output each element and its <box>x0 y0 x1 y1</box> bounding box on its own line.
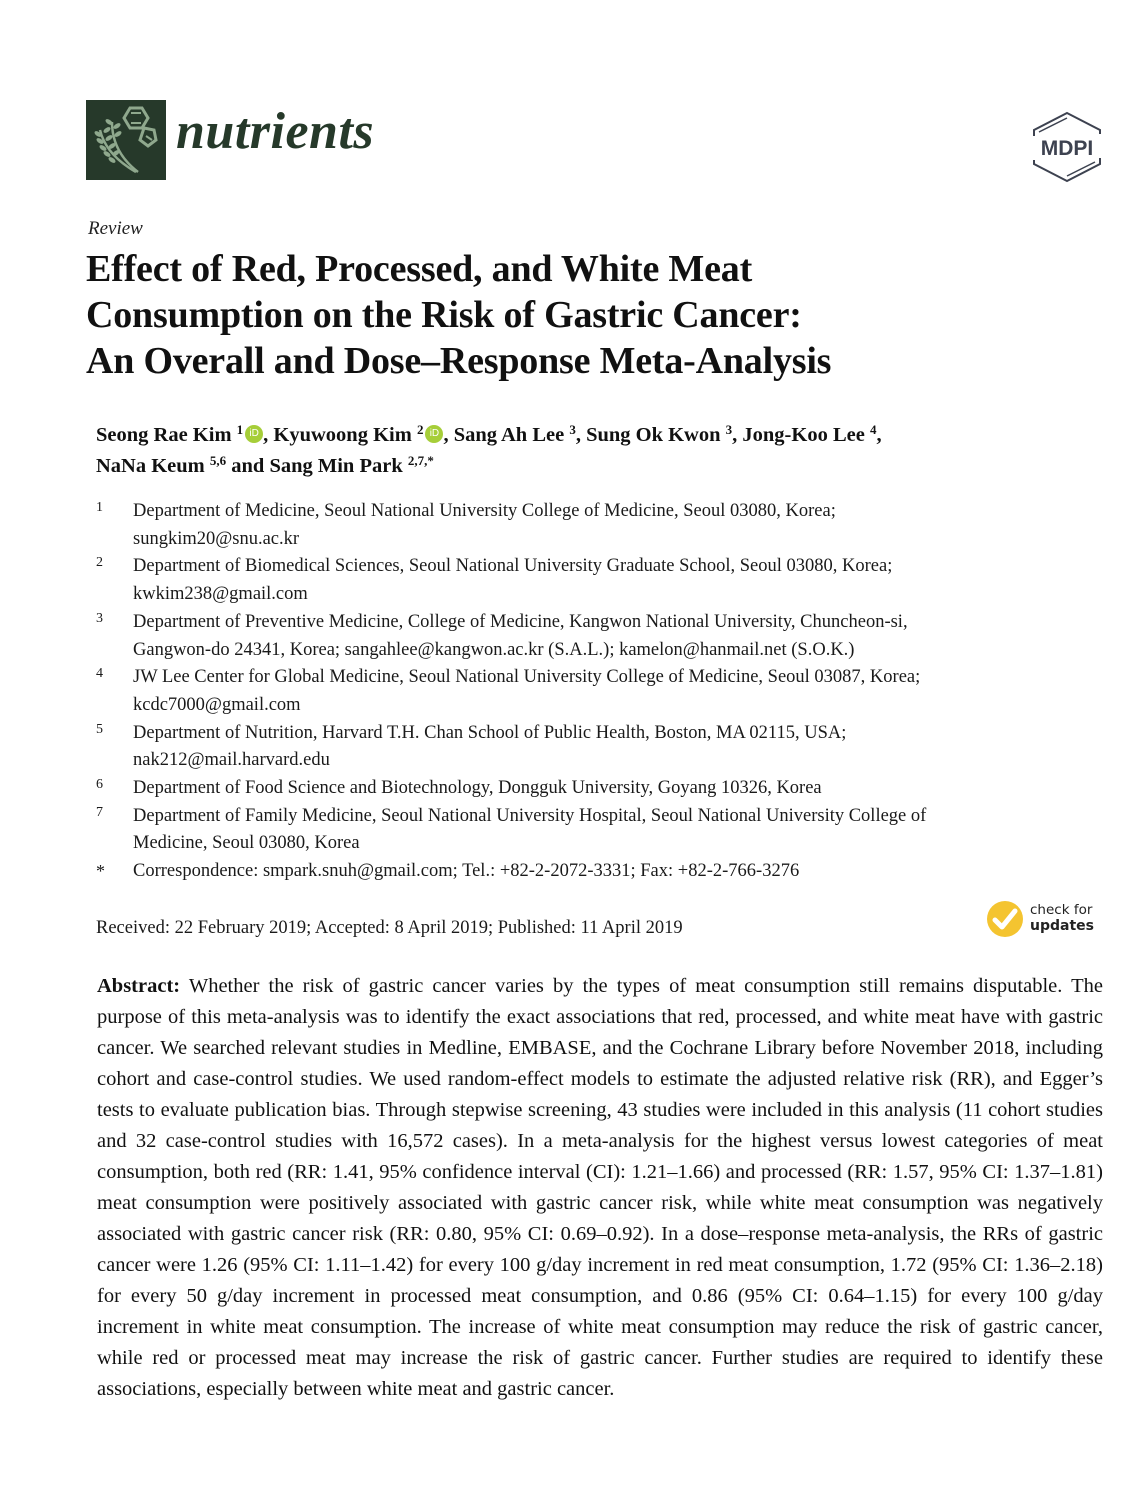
correspondence-marker: * <box>96 861 105 882</box>
affiliation-number: 4 <box>96 666 103 682</box>
orcid-icon[interactable]: iD <box>245 425 263 443</box>
affiliation-item <box>96 609 1116 664</box>
correspondence-item <box>96 858 1116 886</box>
author-name[interactable]: Seong Rae Kim <box>96 424 232 446</box>
author-separator: , <box>263 424 274 446</box>
author-name[interactable]: Kyuwoong Kim <box>273 424 412 446</box>
affiliation-email[interactable]: nak212@mail.harvard.edu <box>133 750 330 771</box>
affiliation-text: Department of Preventive Medicine, College of Medicine, Kangwon National University, Chuncheon-si, <box>133 611 908 632</box>
orcid-icon[interactable]: iD <box>425 425 443 443</box>
affiliation-text: Department of Nutrition, Harvard T.H. Chan School of Public Health, Boston, MA 02115, USA; <box>133 722 847 743</box>
publication-dates: Received: 22 February 2019; Accepted: 8 April 2019; Published: 11 April 2019 <box>96 918 683 938</box>
affiliation-number: 7 <box>96 804 103 820</box>
affiliation-text: Medicine, Seoul 03080, Korea <box>133 833 360 854</box>
journal-header <box>86 100 1106 184</box>
title-line: Effect of Red, Processed, and White Meat <box>86 248 753 290</box>
author-name[interactable]: Sung Ok Kwon <box>586 424 721 446</box>
mdpi-logo <box>1028 108 1106 186</box>
author-name[interactable]: Sang Ah Lee <box>453 424 565 446</box>
check-for-updates-button[interactable] <box>986 900 1116 940</box>
affiliation-text: Department of Medicine, Seoul National University College of Medicine, Seoul 03080, Korea; <box>133 501 836 521</box>
affiliation-email[interactable]: kwkim238@gmail.com <box>133 584 308 605</box>
author-separator: , <box>575 424 587 446</box>
author-separator: , <box>876 424 882 446</box>
title-line: An Overall and Dose–Response Meta-Analysis <box>86 340 832 382</box>
author-affiliation-sup: 2,7,* <box>407 453 434 468</box>
affiliation-list <box>96 498 1116 886</box>
affiliation-email[interactable]: kcdc7000@gmail.com <box>133 694 301 715</box>
affiliation-text: JW Lee Center for Global Medicine, Seoul National University College of Medicine, Seoul 03087, Korea; <box>133 667 921 688</box>
author-separator: , <box>732 424 743 446</box>
affiliation-item <box>96 553 1116 608</box>
affiliation-number: 6 <box>96 777 103 793</box>
article-type: Review <box>88 218 143 239</box>
abstract <box>97 971 1103 1405</box>
author-name[interactable]: Jong-Koo Lee <box>742 424 865 446</box>
author-name[interactable]: NaNa Keum <box>96 455 205 477</box>
affiliation-number: 1 <box>96 500 103 515</box>
affiliation-item <box>96 720 1116 775</box>
check-updates-line1: check for <box>1030 902 1093 918</box>
checkmark-icon <box>986 900 1024 938</box>
affiliation-item <box>96 498 1116 553</box>
author-affiliation-sup: 2 <box>416 422 424 437</box>
article-title <box>86 246 1066 384</box>
affiliation-number: 5 <box>96 721 103 737</box>
affiliation-email[interactable]: Gangwon-do 24341, Korea; sangahlee@kangwon.ac.kr (S.A.L.); kamelon@hanmail.net (S.O.K.) <box>133 639 855 660</box>
author-affiliation-sup: 3 <box>569 422 576 437</box>
check-updates-line2: updates <box>1030 918 1094 934</box>
journal-logo-icon <box>86 100 166 180</box>
affiliation-number: 2 <box>96 555 103 571</box>
author-name[interactable]: Sang Min Park <box>269 455 403 477</box>
author-affiliation-sup: 4 <box>869 422 877 437</box>
journal-name: nutrients <box>176 103 375 160</box>
correspondence-text[interactable]: Correspondence: smpark.snuh@gmail.com; Tel.: +82-2-2072-3331; Fax: +82-2-766-3276 <box>133 861 800 882</box>
affiliation-number: 3 <box>96 610 103 626</box>
author-list <box>96 420 1106 482</box>
affiliation-item <box>96 664 1116 719</box>
affiliation-text: Department of Family Medicine, Seoul National University Hospital, Seoul National University College of <box>133 805 927 826</box>
affiliation-text: Department of Biomedical Sciences, Seoul National University Graduate School, Seoul 03080, Korea; <box>133 556 893 577</box>
author-affiliation-sup: 3 <box>725 422 733 437</box>
author-affiliation-sup: 5,6 <box>209 453 227 468</box>
affiliation-email[interactable]: sungkim20@snu.ac.kr <box>133 528 300 549</box>
title-line: Consumption on the Risk of Gastric Cancer: <box>86 294 802 336</box>
mdpi-logo-text: MDPI <box>1040 137 1094 160</box>
abstract-text: Whether the risk of gastric cancer varies by the types of meat consumption still remains disputable. The purpose of this meta-analysis was to identify the exact associations that red, processed, and white meat have with gastric cancer. We searched relevant studies in Medline, EMBASE, and the Cochrane Library before November 2018, including cohort and case-control studies. We used random-effect models to estimate the adjusted relative risk (RR), and Egger’s tests to evaluate publication bias. Through stepwise screening, 43 studies were included in this analysis (11 cohort studies and 32 case-control studies with 16,572 cases). In a meta-analysis for the highest versus lowest categories of meat consumption, both red (RR: 1.41, 95% confidence interval (CI): 1.21–1.66) and processed (RR: 1.57, 95% CI: 1.37–1.81) meat consumption were positively associated with gastric cancer risk, while white meat consumption was negatively associated with gastric cancer risk (RR: 0.80, 95% CI: 0.69–0.92). In a dose–response meta-analysis, the RRs of gastric cancer were 1.26 (95% CI: 1.11–1.42) for every 100 g/day increment in red meat consumption, 1.72 (95% CI: 1.36–2.18) for every 50 g/day increment in processed meat consumption, and 0.86 (95% CI: 0.64–1.15) for every 100 g/day increment in white meat consumption. The increase of white meat consumption may reduce the risk of gastric cancer, while red or processed meat may increase the risk of gastric cancer. Further studies are required to identify these associations, especially between white meat and gastric cancer. <box>97 975 1103 1400</box>
affiliation-item <box>96 803 1116 858</box>
abstract-label: Abstract: <box>97 975 181 997</box>
author-separator: , <box>443 424 454 446</box>
author-separator: and <box>226 455 270 477</box>
author-affiliation-sup: 1 <box>236 422 244 437</box>
affiliation-text: Department of Food Science and Biotechnology, Dongguk University, Goyang 10326, Korea <box>133 778 822 799</box>
affiliation-item <box>96 775 1116 803</box>
